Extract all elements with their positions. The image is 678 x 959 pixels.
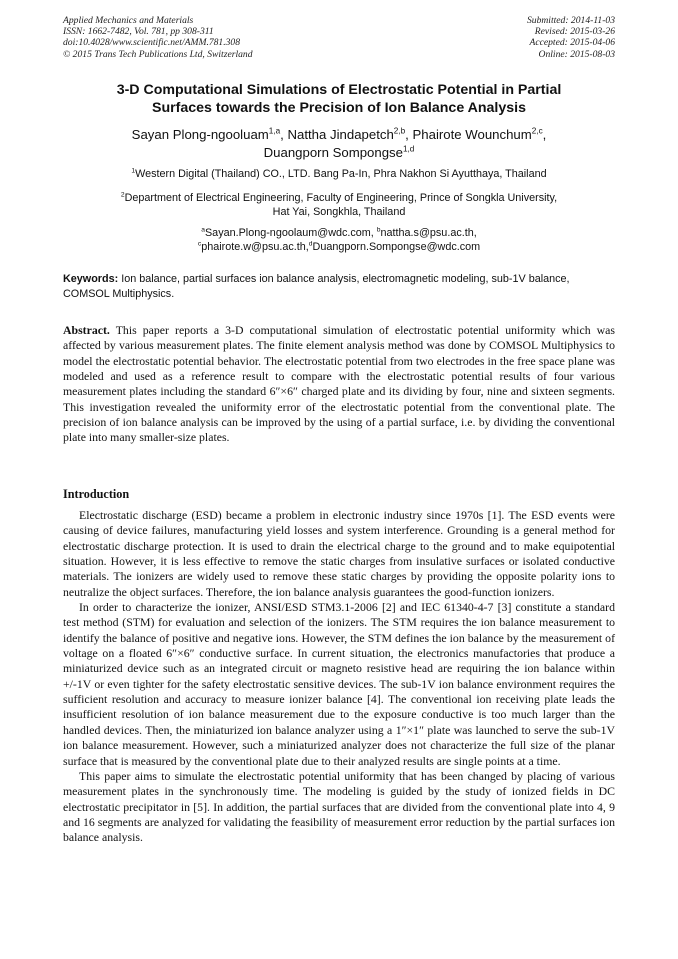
paper-title	[40, 82, 638, 117]
email-c: phairote.w@psu.ac.th,	[201, 241, 309, 254]
email-d: Duangporn.Sompongse@wdc.com	[312, 241, 481, 254]
email-b: nattha.s@psu.ac.th,	[380, 227, 477, 239]
journal-info	[63, 15, 253, 60]
author-2: Nattha Jindapetch	[287, 127, 394, 142]
keywords	[63, 272, 615, 303]
affiliation-2-line-2: Hat Yai, Songkhla, Thailand	[272, 206, 406, 219]
author-3: Phairote Wounchum	[412, 127, 532, 142]
abstract	[63, 323, 615, 446]
introduction-body	[63, 508, 615, 846]
intro-paragraph-1: Electrostatic discharge (ESD) became a problem in electronic industry since 1970s [1]. The ESD events were causing of device failures, manufacturing yield losses and system interference. Grounding is a general method for electrostatic discharge protection. It is used to drain the electrical charge to the ground and to make equipotential situation. However, it is less effective to remove the static charges from insulative surfaces or isolated conductive materials. The ionizers are widely used to remove these static charges by providing the opposite polarity ions to neutralize the object surfaces. Therefore, the ion balance analysis guarantees the good-function ionizers.	[63, 508, 615, 599]
author-list: Sayan Plong-ngooluam$^{1,a}$, Nattha Jindapetch$^{2,b}$, Phairote Wounchum$^{2,c}$, Duangporn Sompongse$^{1,d}$	[131, 126, 547, 160]
author-2-sup: 2,b	[393, 126, 406, 136]
author-4-sup: 1,d	[402, 144, 415, 154]
intro-paragraph-3: This paper aims to simulate the electrostatic potential uniformity that has been changed by placing of various measurement plates in the synchronously time. The modeling is guided by the study of ionized fields in DC electrostatic precipitator in [5]. In addition, the partial surfaces that are divided from the conventional plate into 4, 9 and 16 segments are analyzed for validating the feasibility of measurement error reduction by the partial surfaces ion balance analysis.	[63, 768, 615, 845]
introduction-heading: Introduction	[63, 487, 130, 501]
keywords-text: Ion balance, partial surfaces ion balance analysis, electromagnetic modeling, sub-1V balance, COMSOL Multiphysics.	[63, 273, 570, 301]
keywords-label: Keywords:	[63, 273, 119, 285]
intro-paragraph-2: In order to characterize the ionizer, ANSI/ESD STM3.1-2006 [2] and IEC 61340-4-7 [3] constitute a standard test method (STM) for evaluation and selection of the ionizers. The STM requires the ion balance measurement to identify the balance of positive and negative ions. However, the STM defines the ion balance by the measurement of voltage on a floated 6″×6″ conductive surface. In current situation, the electronics manufactories that produce a miniaturized device such as an integrated circuit or magneto resistive head are requiring the ion balance within +/-1V or even tighter for the safety electrostatic sensitive devices. The sub-1V ion balance environment requires the sufficient resolution and accuracy to measure ionizer balance [4]. The conventional ion receiving plate leads the insufficient resolution of ion balance measurement due to the exposure conductive is too much larger than the handled devices. Then, the miniaturized ion balance analyzer using a 1″×1″ plate was launched to serve the sub-1V ion balance measurement. However, such a miniaturized analyzer does not characterize the full size of the planar surface that is measured by the conventional plate due to their analyzed results are single points at a time.	[63, 600, 615, 768]
journal-name: Applied Mechanics and Materials	[63, 15, 194, 26]
email-c-sup: c	[197, 240, 202, 248]
affiliation-1	[40, 167, 638, 181]
journal-copyright: © 2015 Trans Tech Publications Ltd, Switzerland	[63, 48, 253, 60]
title-line-1: 3-D Computational Simulations of Electrostatic Potential in Partial	[116, 82, 562, 98]
email-b-sup: b	[376, 226, 381, 234]
author-4: Duangporn Sompongse	[263, 144, 403, 160]
accepted-date: Accepted: 2015-04-06	[529, 37, 615, 49]
publication-dates	[527, 15, 615, 60]
journal-issn: ISSN: 1662-7482, Vol. 781, pp 308-311	[63, 26, 214, 38]
author-3-sup: 2,c	[531, 126, 543, 136]
title-line-2: Surfaces towards the Precision of Ion Balance Analysis	[152, 99, 526, 116]
journal-doi: doi:10.4028/www.scientific.net/AMM.781.308	[63, 37, 241, 49]
affiliation-2	[40, 191, 638, 219]
affiliation-2-sup: 2	[120, 191, 125, 199]
author-1-sup: 1,a	[268, 126, 281, 136]
revised-date: Revised: 2015-03-26	[534, 26, 615, 38]
email-d-sup: d	[308, 240, 313, 248]
affiliation-1-text: Western Digital (Thailand) CO., LTD. Bang Pa-In, Phra Nakhon Si Ayutthaya, Thailand	[135, 168, 547, 180]
author-1: Sayan Plong-ngooluam	[131, 127, 269, 142]
submitted-date: Submitted: 2014-11-03	[526, 15, 615, 26]
affiliation-1-sup: 1	[131, 167, 136, 175]
email-a-sup: a	[201, 226, 205, 234]
abstract-label: Abstract.	[63, 323, 110, 337]
affiliation-2-line-1: Department of Electrical Engineering, Faculty of Engineering, Prince of Songkla University,	[124, 192, 558, 204]
email-a: Sayan.Plong-ngoolaum@wdc.com,	[204, 227, 377, 239]
author-emails	[40, 226, 638, 254]
abstract-text: This paper reports a 3-D computational simulation of electrostatic potential uniformity which was affected by various measurement plates. The finite element analysis method was done by COMSOL Multiphysics to model the electrostatic potential behavior. The electrostatic potential from two electrodes in the free space plane was modeled and used as a reference result to compare with the electrostatic potential results of four various measurement plates including the standard 6″×6″ charged plate and its dividing by four, nine and sixteen segments. This investigation revealed the uniformity error of the electrostatic potential from the conventional plate. The precision of ion balance analysis can be improved by the using of a partial surface, i.e. by dividing the conventional plate into many smaller-size plates.	[63, 323, 615, 445]
online-date: Online: 2015-08-03	[538, 48, 615, 60]
